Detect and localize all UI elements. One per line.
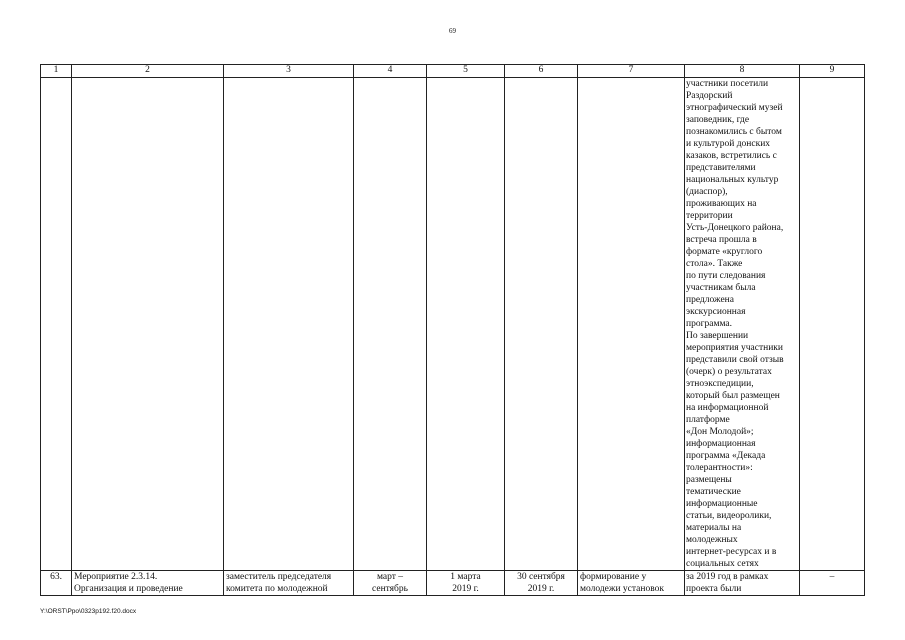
row63-start-date: 1 марта 2019 г. [427,571,505,596]
cont-cell-9 [800,78,865,571]
row63-notes: – [800,571,865,596]
row63-measure: Мероприятие 2.3.14. Организация и проведение [72,571,224,596]
header-cell-4: 4 [354,65,427,78]
cont-cell-5 [427,78,505,571]
cont-cell-4 [354,78,427,571]
row63-end-date: 30 сентября 2019 г. [505,571,578,596]
row63-responsible: заместитель председателя комитета по молодежной [224,571,354,596]
measures-table [40,64,865,596]
header-cell-2: 2 [72,65,224,78]
header-row [41,65,865,78]
row63-actual-result: за 2019 год в рамках проекта были [685,571,800,596]
page-number: 69 [449,27,456,35]
continuation-row [41,78,865,571]
cont-cell-7 [578,78,685,571]
header-cell-8: 8 [685,65,800,78]
cont-cell-1 [41,78,72,571]
header-cell-7: 7 [578,65,685,78]
cont-cell-2 [72,78,224,571]
header-cell-6: 6 [505,65,578,78]
row63-period: март – сентябрь [354,571,427,596]
cont-cell-3 [224,78,354,571]
footer-file-path: Y:\ORST\Ppo\0323p192.f20.docx [40,608,137,615]
header-cell-5: 5 [427,65,505,78]
header-cell-1: 1 [41,65,72,78]
row63-number: 63. [41,571,72,596]
row63-expected-result: формирование у молодежи установок [578,571,685,596]
header-cell-9: 9 [800,65,865,78]
cont-cell-8-result-text: участники посетили Раздорский этнографический музей заповедник, где познакомились с бытом и культурой донских казаков, встретились с представителями национальных культур (диаспор), проживающих на территории Усть-Донецкого района, встреча прошла в формате «круглого стола». Также по пути следования участникам была предложена экскурсионная программа. По завершении мероприятия участники представили свой отзыв (очерк) о результатах этноэкспедиции, который был размещен на информационной платформе «Дон Молодой»; информационная программа «Декада толерантности»: размещены тематические информационные статьи, видеоролики, материалы на молодежных интернет-ресурсах и в социальных сетях [685,78,800,571]
table-row-63 [41,571,865,596]
header-cell-3: 3 [224,65,354,78]
cont-cell-6 [505,78,578,571]
